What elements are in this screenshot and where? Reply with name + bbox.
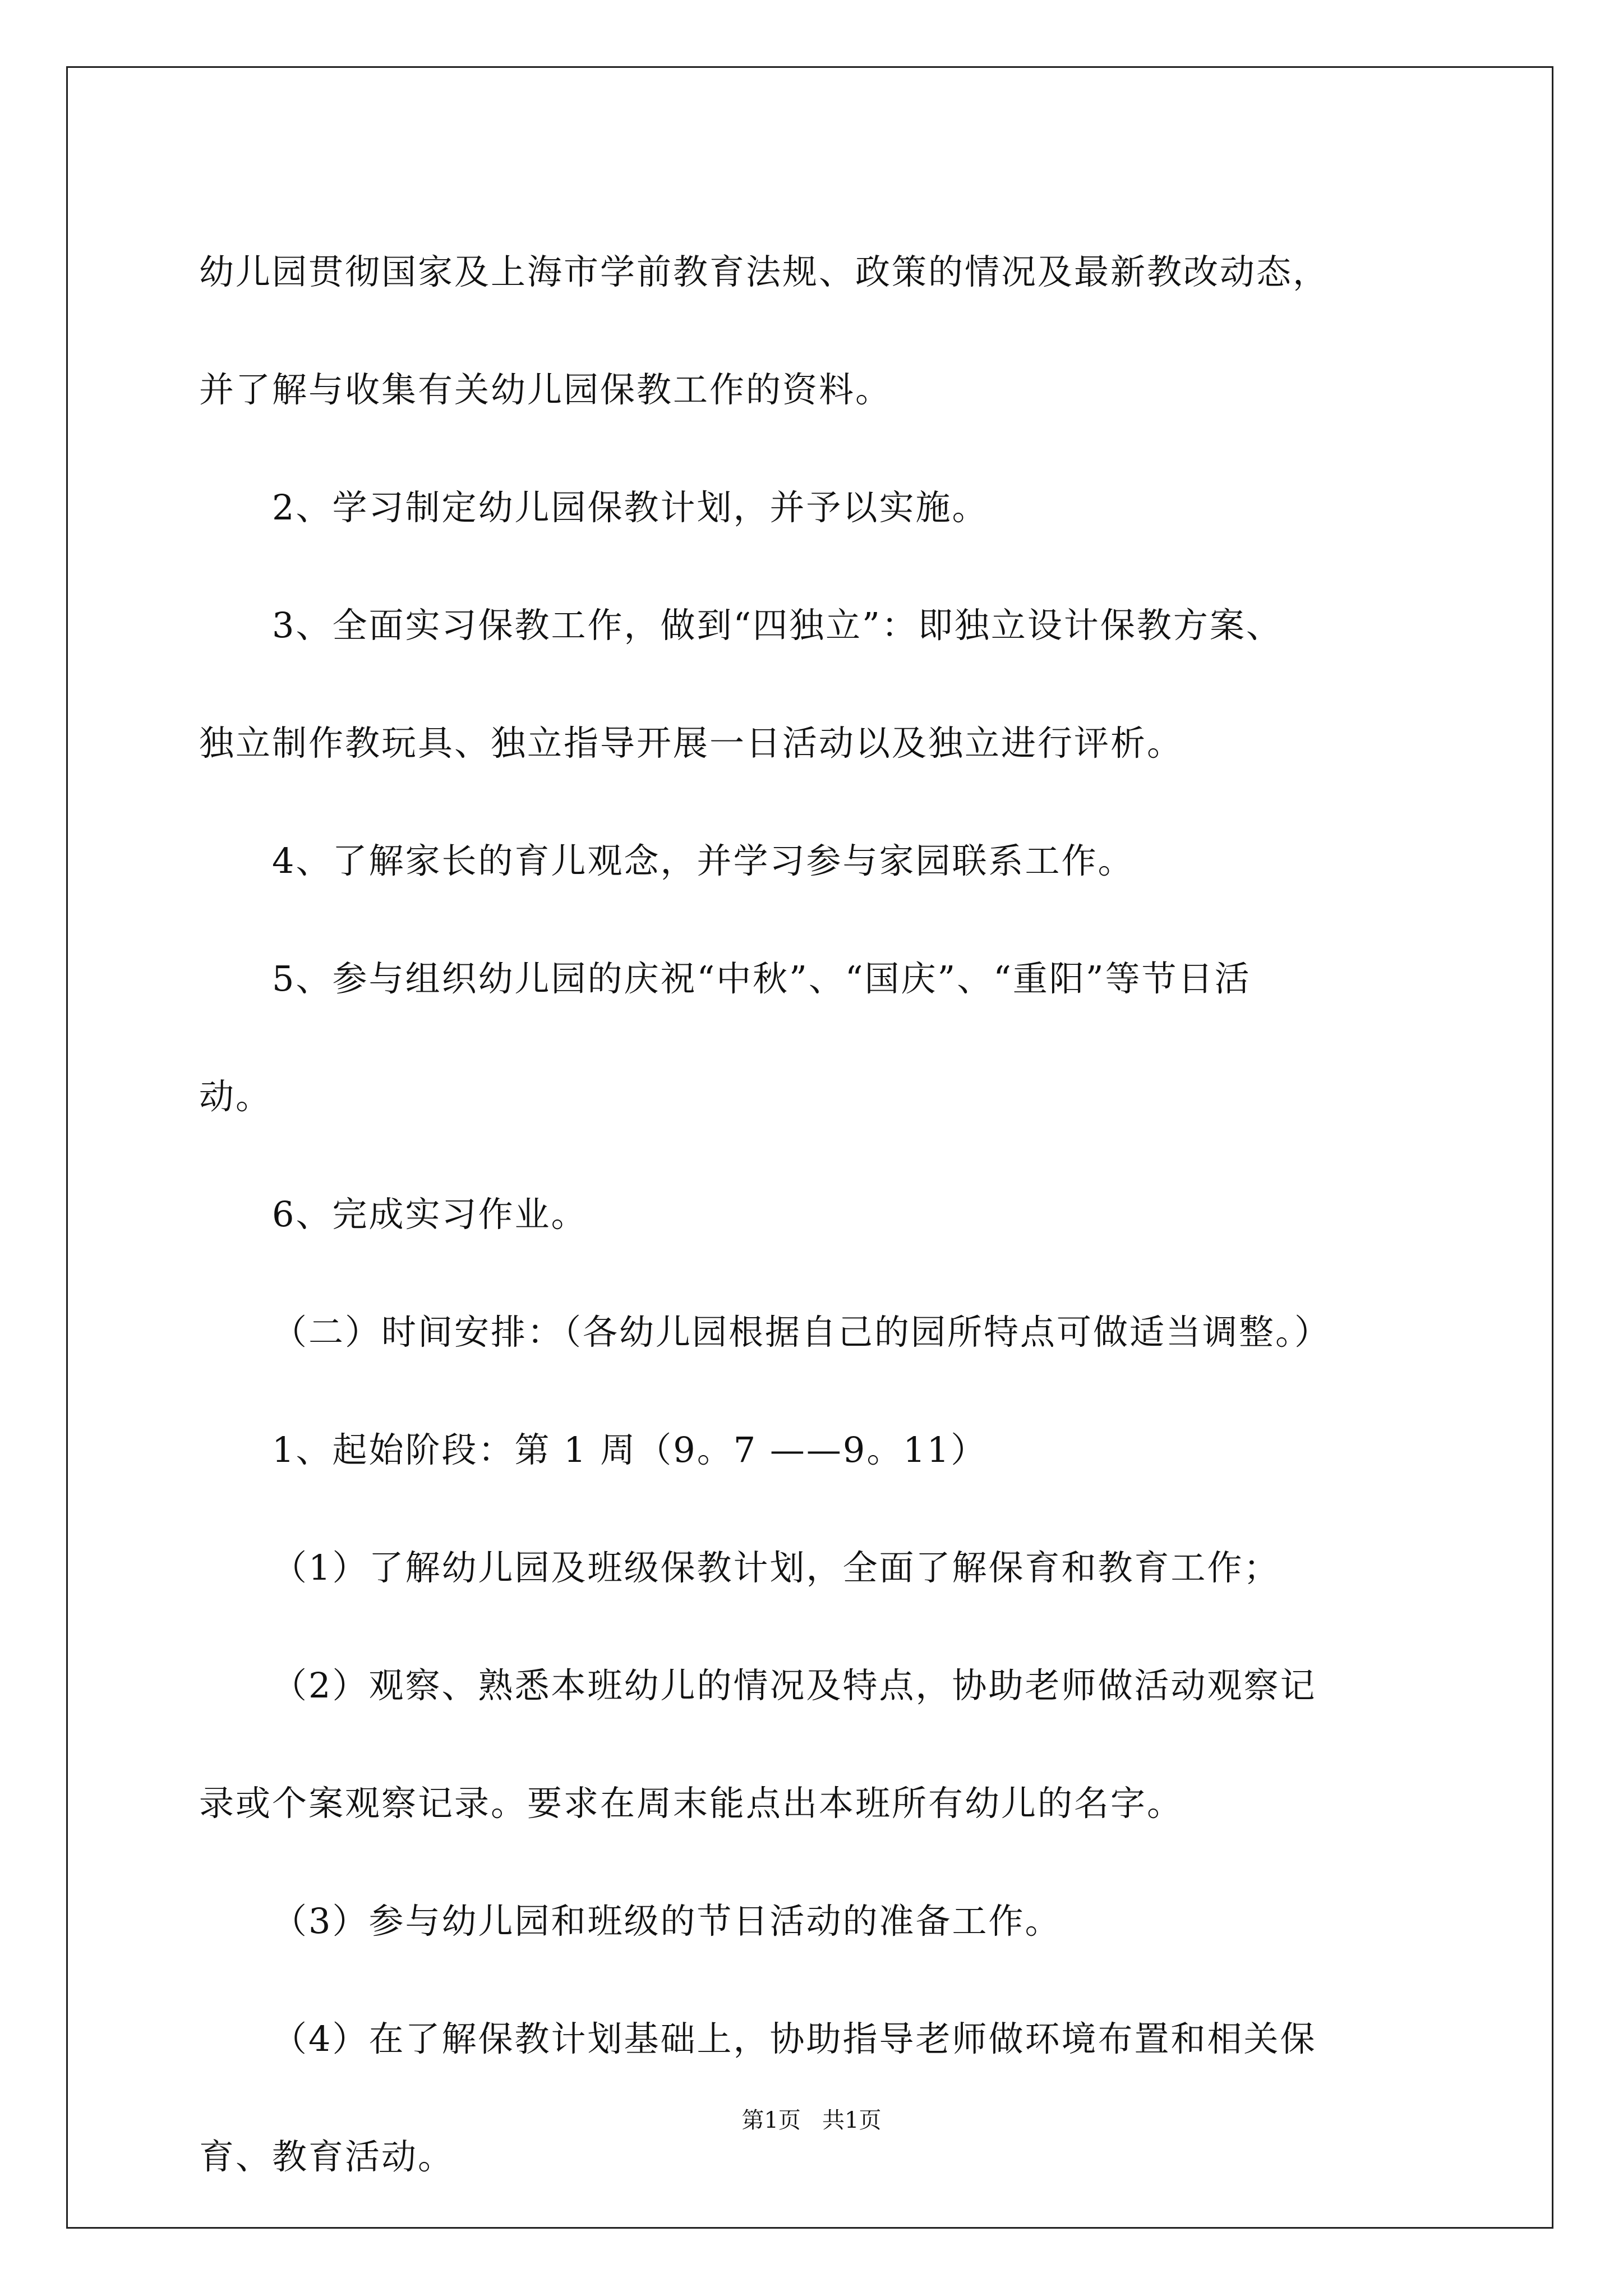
section-heading: （二）时间安排：（各幼儿园根据自己的园所特点可做适当调整。） bbox=[272, 1312, 1331, 1352]
paragraph-line: 录或个案观察记录。要求在周末能点出本班所有幼儿的名字。 bbox=[199, 1783, 1184, 1824]
paragraph-line: （3）参与幼儿园和班级的节日活动的准备工作。 bbox=[272, 1901, 1062, 1941]
paragraph-line: （2）观察、熟悉本班幼儿的情况及特点，协助老师做活动观察记 bbox=[272, 1665, 1317, 1706]
page-number-footer: 第1页 共1页 bbox=[741, 2108, 882, 2133]
paragraph-line: 6、完成实习作业。 bbox=[272, 1194, 588, 1235]
paragraph-line: 动。 bbox=[199, 1076, 273, 1117]
document-body bbox=[199, 213, 1433, 2216]
paragraph-line: 并了解与收集有关幼儿园保教工作的资料。 bbox=[199, 369, 892, 410]
paragraph-line: 3、全面实习保教工作，做到“四独立”：即独立设计保教方案、 bbox=[272, 605, 1283, 646]
paragraph-line: （1）了解幼儿园及班级保教计划，全面了解保育和教育工作； bbox=[272, 1547, 1280, 1588]
paragraph-line: （4）在了解保教计划基础上，协助指导老师做环境布置和相关保 bbox=[272, 2018, 1317, 2059]
paragraph-line: 独立制作教玩具、独立指导开展一日活动以及独立进行评析。 bbox=[199, 723, 1184, 763]
paragraph-line: 2、学习制定幼儿园保教计划，并予以实施。 bbox=[272, 487, 989, 528]
paragraph-line: 1、起始阶段：第 1 周（9。7 ——9。11） bbox=[272, 1429, 988, 1470]
paragraph-line: 育、教育活动。 bbox=[199, 2136, 455, 2177]
paragraph-line: 4、了解家长的育儿观念，并学习参与家园联系工作。 bbox=[272, 840, 1135, 881]
paragraph-line: 5、参与组织幼儿园的庆祝“中秋”、“国庆”、“重阳”等节日活 bbox=[272, 958, 1251, 999]
paragraph-line: 幼儿园贯彻国家及上海市学前教育法规、政策的情况及最新教改动态， bbox=[199, 251, 1330, 292]
